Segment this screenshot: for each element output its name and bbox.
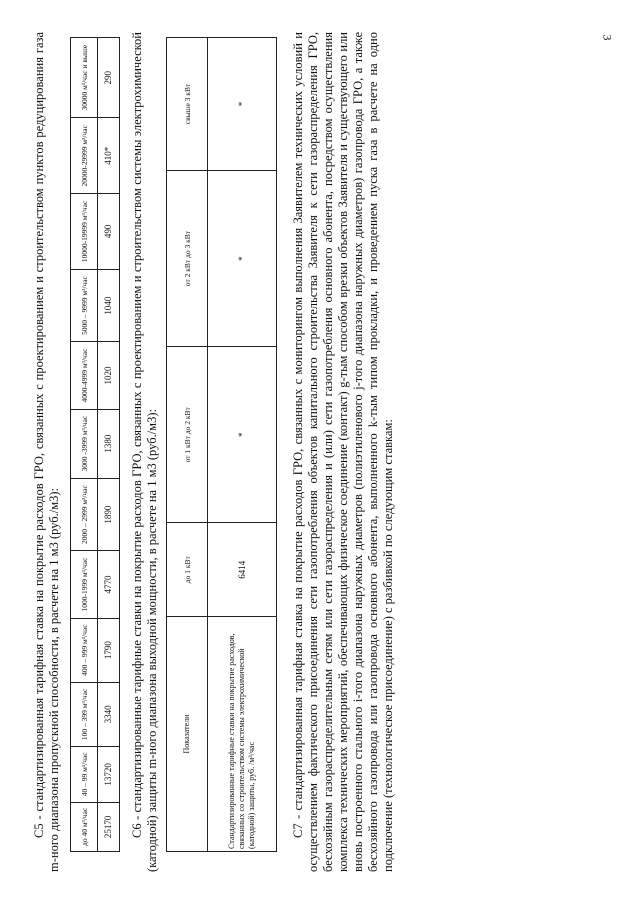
c5-header-cell: до 40 м³/час: [71, 802, 98, 851]
c5-header-cell: 400 – 999 м³/час: [71, 618, 98, 682]
c5-value-cell: 4770: [98, 551, 120, 618]
c5-value-cell: 1790: [98, 618, 120, 682]
c5-header-cell: 100 – 399 м³/час: [71, 682, 98, 746]
c5-header-cell: 30000 м³/час и выше: [71, 38, 98, 118]
c6-paragraph: С6 - стандартизированные тарифные ставки на покрытие расходов ГРО, связанных с проектированием и строительством системы электрохимической (катодной) защиты m-ного диапазона выходной мощности, в расчете на 1 м3 (руб./м3):: [130, 32, 159, 872]
c5-value-cell: 490: [98, 194, 120, 270]
c5-value-cell: 1020: [98, 342, 120, 409]
c5-header-cell: 10000-19999 м³/час: [71, 194, 98, 270]
c6-header-row: [167, 38, 208, 852]
c5-header-cell: 3000 -3999 м³/час: [71, 409, 98, 478]
c5-header-cell: 5000 – 9999 м³/час: [71, 269, 98, 342]
page-number: 3: [600, 34, 615, 41]
c5-header-cell: 1000-1999 м³/час: [71, 551, 98, 618]
c6-header-cell: от 2 кВт до 3 кВт: [167, 170, 208, 346]
c5-value-row: [98, 38, 120, 852]
c6-value-row: [208, 38, 277, 852]
c5-value-cell: 25170: [98, 802, 120, 851]
c5-header-cell: 20000-29999 м³/час: [71, 118, 98, 194]
c6-value-cell: *: [208, 38, 277, 171]
c5-header-row: [71, 38, 98, 852]
c5-value-cell: 13720: [98, 746, 120, 802]
c6-value-cell: *: [208, 170, 277, 346]
c6-header-cell: свыше 3 кВт: [167, 38, 208, 171]
c5-header-cell: 40 – 99 м³/час: [71, 746, 98, 802]
c5-value-cell: 1040: [98, 269, 120, 342]
c5-paragraph: С5 - стандартизированная тарифная ставка на покрытие расходов ГРО, связанных с проектированием и строительством пунктов редуцирования газа m-ного диапазона пропускной способности, в расчете на 1 м3 (руб./м3):: [32, 32, 61, 872]
rotated-page-content: [32, 32, 592, 872]
c6-header-cell: от 1 кВт до 2 кВт: [167, 347, 208, 523]
c5-header-cell: 4000-4999 м³/час: [71, 342, 98, 409]
c5-header-cell: 2000 – 2999 м³/час: [71, 478, 98, 551]
c5-value-cell: 1890: [98, 478, 120, 551]
c6-value-cell: 6414: [208, 523, 277, 617]
c5-value-cell: 410*: [98, 118, 120, 194]
c6-header-cell: до 1 кВт: [167, 523, 208, 617]
c6-table: [166, 37, 277, 852]
c5-value-cell: 1380: [98, 409, 120, 478]
c5-value-cell: 290: [98, 38, 120, 118]
c6-header-cell: Показатели: [167, 617, 208, 852]
c6-value-cell: *: [208, 347, 277, 523]
c5-table: [70, 37, 120, 852]
c6-row-label: Стандартизированные тарифные ставки на покрытие расходов, связанных со строительством системы электрохимической (катодной) защиты, руб. /м³/час: [208, 617, 277, 852]
c7-paragraph: С7 - стандартизированная тарифная ставка на покрытие расходов ГРО, связанных с мониторингом выполнения Заявителем технических условий и осуществлением фактического присоединения сети газопотребления объектов капитального строительства Заявителя к сети газораспределения ГРО, бесхозяйным газораспределительным сетям или сети газораспределения и (или) сети газопотребления основного абонента, посредством осуществления комплекса технических мероприятий, обеспечивающих физическое соединение (контакт) g-тым способом врезки объектов Заявителя и существующего или вновь построенного стального i-того диапазона наружных диаметров (полиэтиленового j-того диапазона наружных диаметров) газопровода ГРО, а также бесхозяйного газопровода или газопровода основного абонента, выполненного k-тым типом прокладки, и проведением пуска газа в расчете на одно подключение (технологическое присоединение) с разбивкой по следующим ставкам:: [291, 32, 395, 872]
c5-value-cell: 3340: [98, 682, 120, 746]
